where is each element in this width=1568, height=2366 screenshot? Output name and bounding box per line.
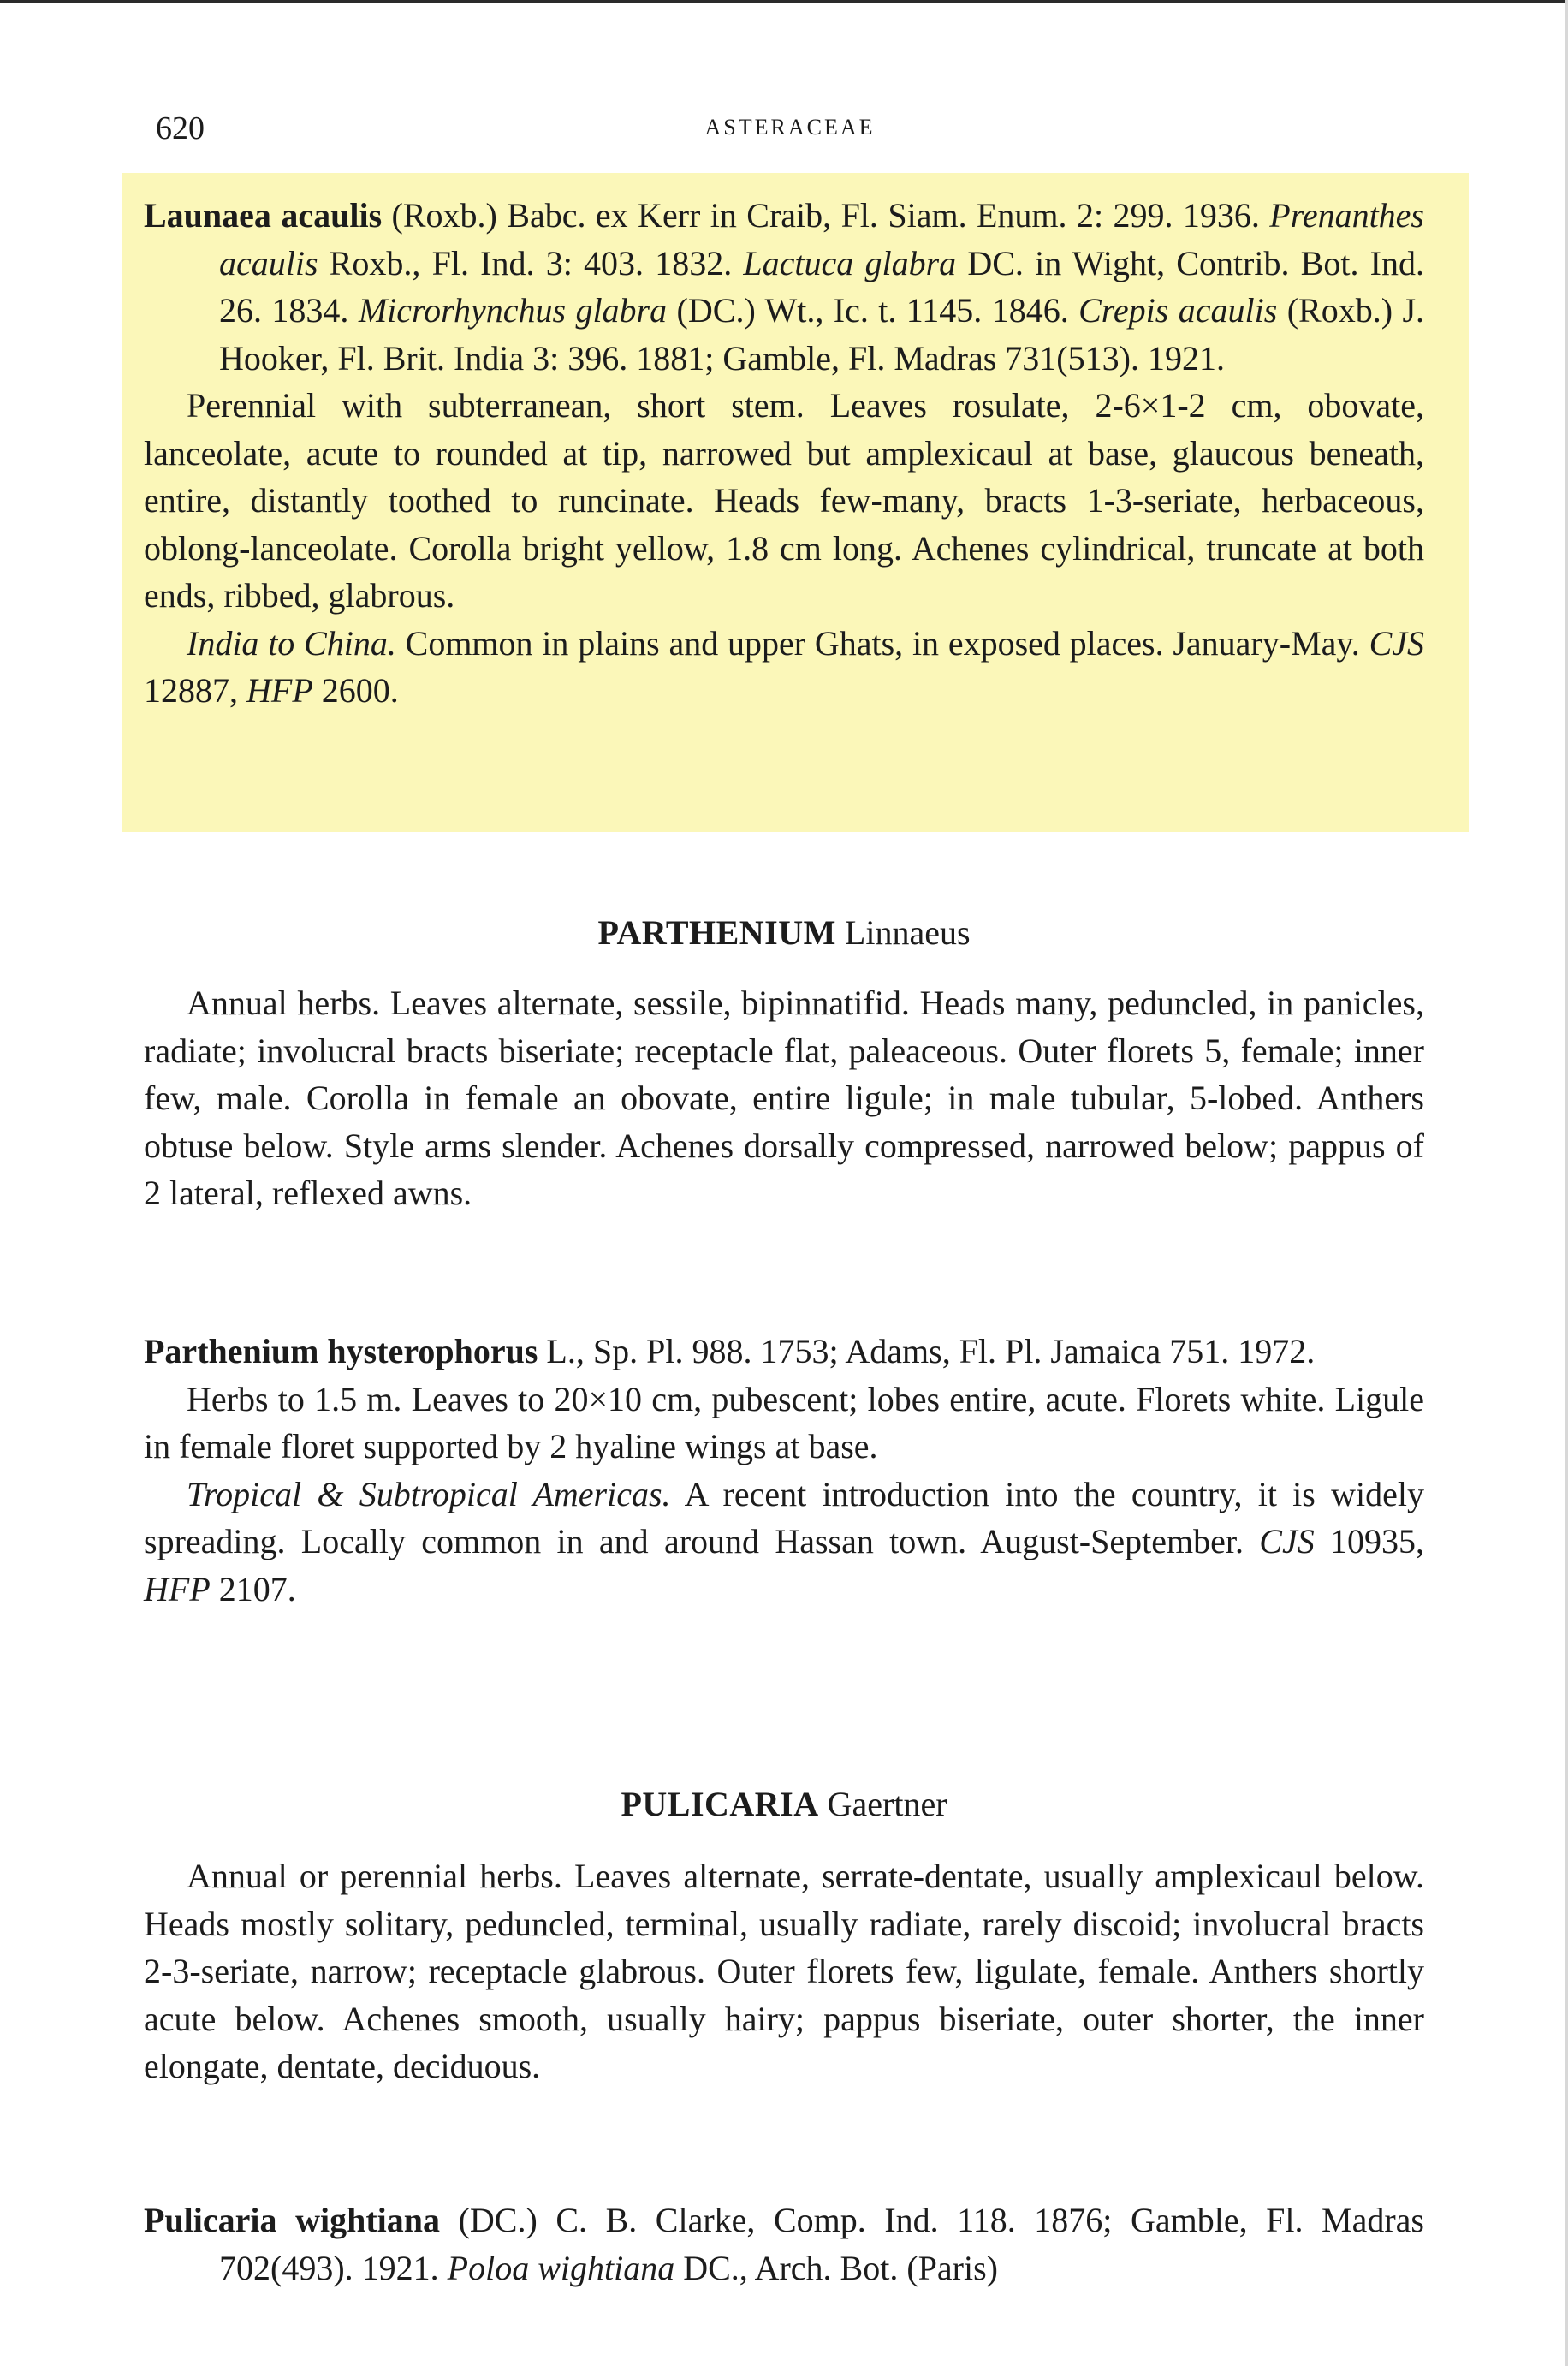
- collection-code: CJS: [1369, 623, 1425, 663]
- species-name: Parthenium hysterophorus: [144, 1332, 538, 1370]
- parthenium-distribution: [144, 1471, 1424, 1614]
- synonym-name: Crepis acaulis: [1078, 291, 1278, 330]
- launaea-distribution: [144, 620, 1424, 715]
- synonym-name: Lactuca glabra: [743, 243, 957, 282]
- collection-number: 2107.: [210, 1569, 296, 1608]
- collection-number: 2600.: [312, 671, 399, 710]
- citation: (DC.) Wt., Ic. t. 1145. 1846.: [667, 291, 1079, 330]
- parthenium-genus-description: [144, 979, 1424, 1217]
- citation: DC. in Wight, Contrib. Bot. Ind. 26. 1834.: [219, 243, 1424, 330]
- parthenium-nomenclature: [144, 1328, 1424, 1376]
- pulicaria-genus-heading: [144, 1780, 1424, 1828]
- genus-description: Annual herbs. Leaves alternate, sessile, bipinnatifid. Heads many, peduncled, in panicles, radiate; involucral bracts biseriate; receptacle flat, paleaceous. Outer florets 5, female; inner few, male. Corolla in female an obovate, entire ligule; in male tubular, 5-lobed. Anthers obtuse below. Style arms slender. Achenes dorsally compressed, narrowed below; pappus of 2 lateral, reflexed awns.: [144, 984, 1424, 1212]
- launaea-acaulis-entry: [144, 192, 1424, 715]
- distribution: Tropical & Subtropical Americas.: [187, 1474, 671, 1513]
- top-border: [0, 0, 1568, 3]
- pulicaria-nomenclature: [144, 2197, 1424, 2292]
- collection-code: HFP: [144, 1569, 211, 1608]
- pulicaria-genus-description: [144, 1852, 1424, 2090]
- citation: Roxb., Fl. Ind. 3: 403. 1832.: [318, 243, 744, 282]
- collection-code: CJS: [1259, 1522, 1315, 1560]
- running-title: ASTERACEAE: [704, 115, 876, 140]
- genus-author: Gaertner: [818, 1785, 947, 1823]
- species-name: Launaea acaulis: [144, 196, 383, 235]
- parthenium-description: Herbs to 1.5 m. Leaves to 20×10 cm, pubescent; lobes entire, acute. Florets white. Ligule in female floret supported by 2 hyaline wings at base.: [144, 1379, 1424, 1465]
- synonym-name: Microrhynchus glabra: [358, 291, 668, 330]
- parthenium-genus-heading: [144, 909, 1424, 957]
- genus-name: PULICARIA: [621, 1785, 819, 1823]
- distribution: India to China.: [187, 623, 396, 663]
- page-header: [156, 110, 1424, 161]
- collection-number: 10935,: [1314, 1522, 1425, 1560]
- citation: L., Sp. Pl. 988. 1753; Adams, Fl. Pl. Jamaica 751. 1972.: [538, 1332, 1316, 1370]
- page-number: 620: [156, 110, 205, 146]
- launaea-nomenclature: [144, 192, 1424, 382]
- genus-name: PARTHENIUM: [597, 913, 836, 952]
- habitat: Common in plains and upper Ghats, in exposed places. January-May.: [395, 623, 1369, 663]
- species-name: Pulicaria wightiana: [144, 2201, 441, 2239]
- launaea-description: Perennial with subterranean, short stem. Leaves rosulate, 2-6×1-2 cm, obovate, lanceolate, acute to rounded at tip, narrowed but amplexicaul at base, glaucous beneath, entire, distantly toothed to runcinate. Heads few-many, bracts 1-3-seriate, herbaceous, oblong-lanceolate. Corolla bright yellow, 1.8 cm long. Achenes cylindrical, truncate at both ends, ribbed, glabrous.: [144, 386, 1424, 615]
- parthenium-hysterophorus-entry: [144, 1328, 1424, 1613]
- citation: (DC.) C. B. Clarke, Comp. Ind. 118. 1876; Gamble, Fl. Madras 702(493). 1921.: [219, 2201, 1425, 2287]
- citation: (Roxb.) J. Hooker, Fl. Brit. India 3: 396. 1881; Gamble, Fl. Madras 731(513). 1921.: [219, 291, 1425, 377]
- citation: DC., Arch. Bot. (Paris): [674, 2248, 998, 2287]
- genus-description: Annual or perennial herbs. Leaves alternate, serrate-dentate, usually amplexicaul below. Heads mostly solitary, peduncled, terminal, usually radiate, rarely discoid; involucral bracts 2-3-seriate, narrow; receptacle glabrous. Outer florets few, ligulate, female. Anthers shortly acute below. Achenes smooth, usually hairy; pappus biseriate, outer shorter, the inner elongate, dentate, deciduous.: [144, 1857, 1424, 2085]
- citation: (Roxb.) Babc. ex Kerr in Craib, Fl. Siam. Enum. 2: 299. 1936.: [382, 196, 1270, 235]
- pulicaria-wightiana-entry: [144, 2197, 1424, 2292]
- collection-number: 12887,: [144, 671, 246, 710]
- synonym-name: Prenanthes acaulis: [219, 196, 1424, 282]
- collection-code: HFP: [246, 671, 313, 710]
- habitat: A recent introduction into the country, it is widely spreading. Locally common in and around Hassan town. August-September.: [144, 1474, 1424, 1560]
- genus-author: Linnaeus: [835, 913, 971, 952]
- synonym-name: Poloa wightiana: [447, 2248, 675, 2287]
